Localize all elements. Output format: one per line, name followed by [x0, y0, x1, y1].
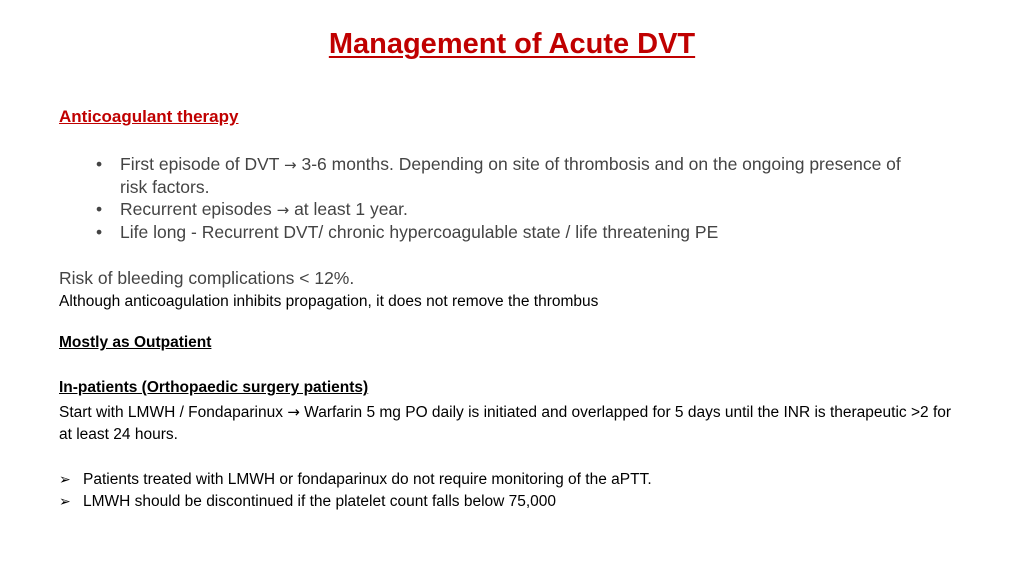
section-heading-anticoagulant: Anticoagulant therapy: [59, 107, 239, 126]
right-arrow-icon: →: [276, 201, 290, 219]
bullet-dot-icon: •: [96, 222, 103, 242]
bullet-text: Life long - Recurrent DVT/ chronic hypercoagulable state / life threatening PE: [120, 222, 719, 242]
bleeding-risk-text: Risk of bleeding complications < 12%.: [59, 268, 355, 288]
slide-title: Management of Acute DVT: [328, 28, 696, 60]
bullet-item-first-episode: [96, 153, 916, 198]
anticoagulation-note: Although anticoagulation inhibits propagation, it does not remove the thrombus: [59, 293, 599, 310]
check-text: LMWH should be discontinued if the platelet count falls below 75,000: [83, 493, 557, 510]
bullet-dot-icon: •: [96, 199, 103, 219]
monitoring-check-list: [59, 469, 652, 513]
inpatient-heading: In-patients (Orthopaedic surgery patients): [59, 379, 369, 396]
arrowhead-bullet-icon: ➢: [59, 494, 71, 510]
check-item-aptt: [59, 469, 652, 491]
bullet-dot-icon: •: [96, 154, 103, 174]
check-item-platelet: [59, 491, 652, 513]
bullet-text: Recurrent episodes: [120, 199, 277, 219]
inpatient-instructions: [59, 401, 959, 446]
bullet-item-recurrent: [96, 198, 916, 221]
right-arrow-icon: →: [284, 156, 297, 174]
therapy-bullet-list: [96, 153, 916, 243]
inpatient-text-part: Start with LMWH / Fondaparinux: [59, 404, 288, 421]
bullet-item-life-long: [96, 221, 916, 243]
bullet-text: 3-6 months. Depending on site of thrombosis and on the ongoing presence of risk factors.: [120, 154, 901, 197]
outpatient-heading: Mostly as Outpatient: [59, 334, 212, 351]
right-arrow-icon: →: [287, 403, 300, 421]
arrowhead-bullet-icon: ➢: [59, 472, 71, 488]
bullet-text: First episode of DVT: [120, 154, 285, 174]
inpatient-text-part: Warfarin 5 mg PO daily is initiated and overlapped for 5 days until the INR is therapeutic >2 for at least 24 hours.: [59, 404, 952, 443]
check-text: Patients treated with LMWH or fondaparinux do not require monitoring of the aPTT.: [83, 471, 652, 488]
bullet-text: at least 1 year.: [289, 199, 408, 219]
